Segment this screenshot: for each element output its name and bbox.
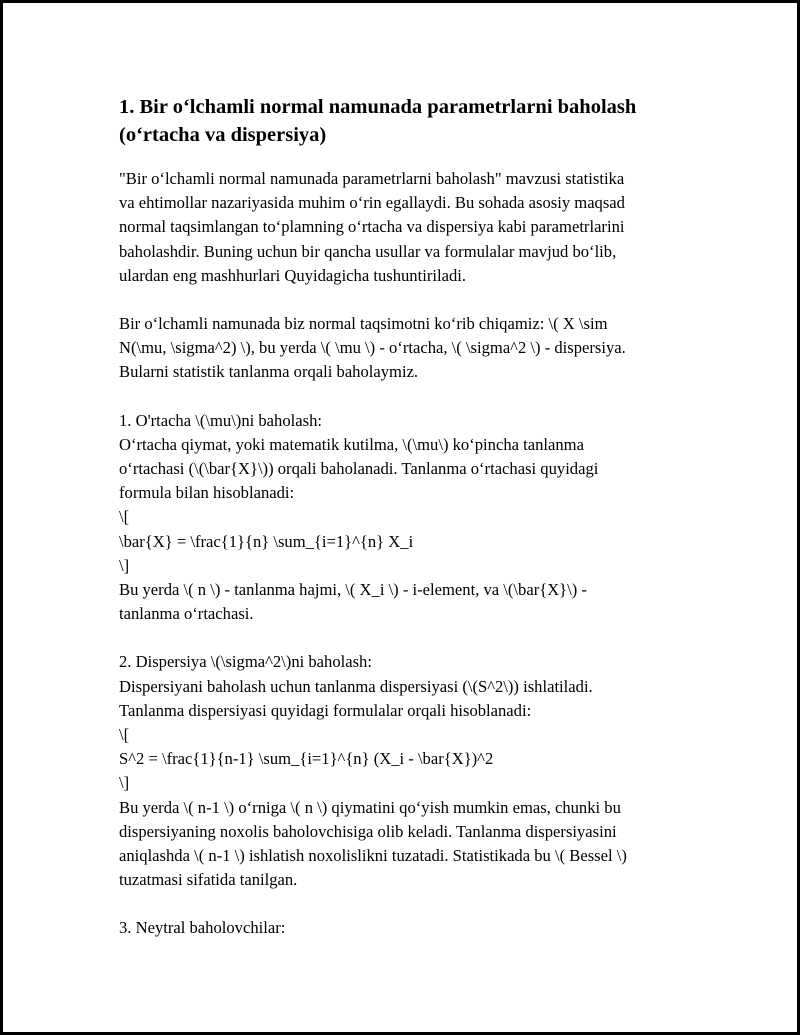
text-line: O‘rtacha qiymat, yoki matematik kutilma, \(\mu\) ko‘pincha tanlanma [119,434,584,454]
text-line: Bularni statistik tanlanma orqali baholaymiz. [119,362,419,382]
text-line: Bir o‘lchamli namunada biz normal taqsimotni ko‘rib chiqamiz: \( X \sim [119,314,608,334]
text-line: va ehtimollar nazariyasida muhim o‘rin egallaydi. Bu sohada asosiy maqsad [119,193,625,213]
text-line: aniqlashda \( n-1 \) ishlatish noxolislikni tuzatadi. Statistikada bu \( Bessel \) [119,846,627,866]
paragraph-variance-estimation [119,650,689,892]
heading-line: (o‘rtacha va dispersiya) [119,124,327,146]
text-line: ulardan eng mashhurlari Quyidagicha tushuntiriladi. [119,265,466,285]
formula-line: S^2 = \frac{1}{n-1} \sum_{i=1}^{n} (X_i - \bar{X})^2 [119,749,494,769]
formula-delimiter: \] [119,555,130,575]
text-line: Dispersiyani baholash uchun tanlanma dispersiyasi (\(S^2\)) ishlatiladi. [119,676,593,696]
document-body [119,93,689,965]
text-line: "Bir o‘lchamli normal namunada parametrlarni baholash" mavzusi statistika [119,169,625,188]
section-heading: 1. O'rtacha \(\mu\)ni baholash: [119,410,322,430]
text-line: normal taqsimlangan to‘plamning o‘rtacha va dispersiya kabi parametrlarini [119,217,625,237]
text-line: o‘rtachasi (\(\bar{X}\)) orqali baholanadi. Tanlanma o‘rtachasi quyidagi [119,459,599,479]
text-line: formula bilan hisoblanadi: [119,483,295,503]
text-line: tanlanma o‘rtachasi. [119,604,254,624]
formula-delimiter: \[ [119,507,130,527]
paragraph-unbiased-estimators [119,916,689,940]
text-line: tuzatmasi sifatida tanilgan. [119,870,298,890]
formula-delimiter: \] [119,773,130,793]
text-line: Bu yerda \( n \) - tanlanma hajmi, \( X_i \) - i-element, va \(\bar{X}\) - [119,580,587,600]
text-line: Bu yerda \( n-1 \) o‘rniga \( n \) qiymatini qo‘yish mumkin emas, chunki bu [119,797,621,817]
section-heading: 3. Neytral baholovchilar: [119,918,286,938]
text-line: baholashdir. Buning uchun bir qancha usullar va formulalar mavjud bo‘lib, [119,241,617,261]
formula-line: \bar{X} = \frac{1}{n} \sum_{i=1}^{n} X_i [119,531,414,551]
heading-line: 1. Bir o‘lchamli normal namunada parametrlarni baholash [119,96,637,118]
document-heading [119,93,689,149]
paragraph-intro [119,167,689,288]
text-line: N(\mu, \sigma^2) \), bu yerda \( \mu \) - o‘rtacha, \( \sigma^2 \) - dispersiya. [119,338,626,358]
text-line: dispersiyaning noxolis baholovchisiga olib keladi. Tanlanma dispersiyasini [119,821,617,841]
text-line: Tanlanma dispersiyasi quyidagi formulalar orqali hisoblanadi: [119,700,532,720]
formula-delimiter: \[ [119,725,130,745]
paragraph-distribution [119,312,689,385]
section-heading: 2. Dispersiya \(\sigma^2\)ni baholash: [119,652,372,672]
paragraph-mean-estimation [119,409,689,627]
